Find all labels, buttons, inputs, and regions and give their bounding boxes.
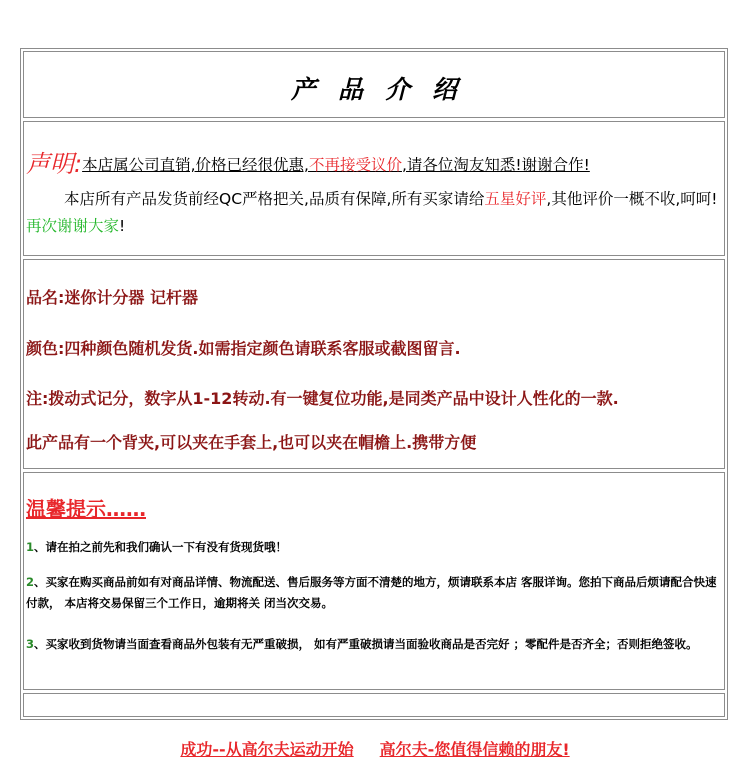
thanks-text: 再次谢谢大家 xyxy=(26,217,120,235)
tip-text: 买家收到货物请当面查看商品外包装有无严重破损， 如有严重破损请当面验收商品是否完好 ；零配件是否齐全；否则拒绝签收。 xyxy=(45,637,698,651)
declaration-text xyxy=(82,156,590,174)
product-name: 品名:迷你计分器 记杆器 xyxy=(26,288,198,307)
tip-text: 请在拍之前先和我们确认一下有没有货现货哦！ xyxy=(45,540,288,554)
tips-title: 温馨提示…… xyxy=(26,497,146,521)
declaration-text-1: 本店属公司直销,价格已经很优惠, xyxy=(82,156,309,174)
tips-cell xyxy=(23,472,725,690)
qc-text-2: ,其他评价一概不收,呵呵! xyxy=(546,190,718,208)
notice-cell xyxy=(23,121,725,256)
tip-item xyxy=(26,537,718,558)
tip-text: 买家在购买商品前如有对商品详情、物流配送、售后服务等方面不清楚的地方，烦请联系本店 客服详询。您拍下商品后烦请配合快速付款， 本店将交易保留三个工作日，逾期将关 闭当次交易。 xyxy=(26,575,717,610)
tip-sep: 、 xyxy=(34,575,46,589)
no-bargain-text: 不再接受议价 xyxy=(308,156,402,174)
tip-number: 3 xyxy=(26,637,35,651)
footer-slogan-2: 高尔夫-您值得信赖的朋友! xyxy=(379,740,570,759)
declaration-label: 声明: xyxy=(26,150,83,178)
product-color: 颜色:四种颜色随机发货.如需指定颜色请联系客服或截图留言. xyxy=(26,339,461,358)
five-star-text: 五星好评 xyxy=(484,190,547,208)
tip-item xyxy=(26,572,718,614)
qc-text-3: ! xyxy=(119,217,126,235)
tip-sep: 、 xyxy=(34,540,46,554)
empty-cell xyxy=(23,693,725,717)
declaration-text-3: ,请各位淘友知悉!谢谢合作! xyxy=(401,156,590,174)
tip-number: 2 xyxy=(26,575,35,589)
title-cell xyxy=(23,51,725,118)
product-intro-table xyxy=(20,48,728,720)
tip-number: 1 xyxy=(26,540,35,554)
footer-slogan xyxy=(0,737,750,760)
footer-slogan-1: 成功--从高尔夫运动开始 xyxy=(180,740,354,759)
qc-paragraph xyxy=(26,186,720,240)
declaration-line xyxy=(26,144,590,179)
product-clip: 此产品有一个背夹,可以夹在手套上,也可以夹在帽檐上.携带方便 xyxy=(26,433,477,452)
product-info-cell xyxy=(23,259,725,469)
tip-sep: 、 xyxy=(34,637,46,651)
product-note: 注:拨动式记分，数字从1-12转动.有一键复位功能,是同类产品中设计人性化的一款. xyxy=(26,389,619,408)
page-title: 产品介绍 xyxy=(290,75,479,104)
qc-text-1: 本店所有产品发货前经QC严格把关,品质有保障,所有买家请给 xyxy=(64,190,485,208)
tip-item xyxy=(26,634,718,655)
